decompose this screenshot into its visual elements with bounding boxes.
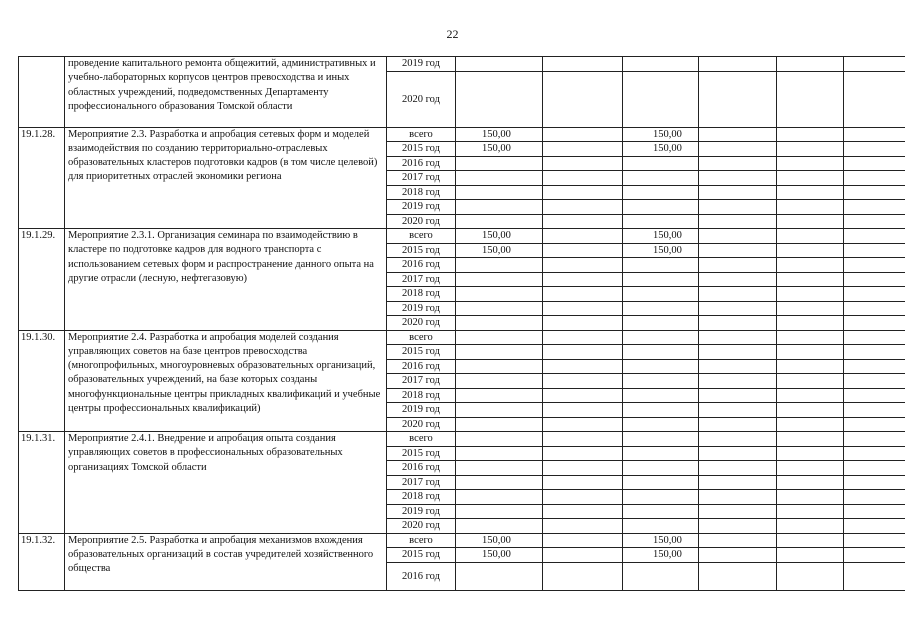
source-amount-cell [623,417,699,432]
empty-amount-cell [777,142,844,157]
source-amount-cell [623,330,699,345]
empty-amount-cell [699,156,777,171]
source-amount-cell [623,71,699,127]
source-amount-cell [623,519,699,534]
table-row [19,533,905,548]
year-label: 2015 год [387,345,456,360]
year-label: 2016 год [387,359,456,374]
total-amount-cell [456,504,543,519]
year-label: 2020 год [387,71,456,127]
total-amount-cell [456,403,543,418]
year-label: всего [387,127,456,142]
empty-amount-cell [777,287,844,302]
year-label: 2017 год [387,272,456,287]
source-amount-cell [623,57,699,72]
year-label: всего [387,229,456,244]
row-number: 19.1.29. [19,229,65,331]
year-label: всего [387,533,456,548]
empty-amount-cell [543,243,623,258]
empty-amount-cell [543,490,623,505]
empty-amount-cell [699,142,777,157]
measure-description: Мероприятие 2.4. Разработка и апробация моделей создания управляющих советов на базе центров превосходства (многопрофильных, многоуровневых образовательных организаций, образовательных учреждений, на базе которых созданы многофункциональные центры прикладных квалификаций и учебные центры профессиональных квалификаций) [65,330,387,432]
measure-description: проведение капитального ремонта общежитий, административных и учебно-лабораторных корпусов центров превосходства и иных областных учреждений, подведомственных Департаменту профессионального образования Томской области [65,57,387,128]
empty-amount-cell [777,258,844,273]
empty-amount-cell [543,374,623,389]
source-amount-cell [623,403,699,418]
source-amount-cell [623,258,699,273]
year-label: 2020 год [387,214,456,229]
empty-amount-cell [777,127,844,142]
year-label: 2018 год [387,287,456,302]
empty-amount-cell [543,142,623,157]
total-amount-cell [456,301,543,316]
empty-amount-cell [699,504,777,519]
source-amount-cell [623,185,699,200]
year-label: 2019 год [387,504,456,519]
total-amount-cell [456,57,543,72]
empty-amount-cell [543,156,623,171]
empty-amount-cell [543,200,623,215]
total-amount-cell [456,345,543,360]
total-amount-cell [456,519,543,534]
total-amount-cell: 150,00 [456,533,543,548]
source-amount-cell [623,490,699,505]
empty-amount-cell [699,345,777,360]
empty-amount-cell [543,475,623,490]
source-amount-cell: 150,00 [623,127,699,142]
empty-amount-cell [777,403,844,418]
year-label: 2016 год [387,562,456,590]
empty-amount-cell [699,316,777,331]
empty-amount-cell [543,214,623,229]
empty-amount-cell [543,171,623,186]
source-amount-cell [623,345,699,360]
row-number: 19.1.28. [19,127,65,229]
source-amount-cell [623,461,699,476]
empty-amount-cell [844,417,905,432]
empty-amount-cell [777,185,844,200]
empty-amount-cell [844,519,905,534]
empty-amount-cell [543,461,623,476]
empty-amount-cell [543,71,623,127]
empty-amount-cell [699,446,777,461]
total-amount-cell [456,359,543,374]
total-amount-cell: 150,00 [456,229,543,244]
source-amount-cell [623,475,699,490]
empty-amount-cell [699,417,777,432]
empty-amount-cell [844,446,905,461]
year-label: 2020 год [387,316,456,331]
empty-amount-cell [844,287,905,302]
total-amount-cell [456,475,543,490]
table-body [19,57,905,591]
total-amount-cell: 150,00 [456,243,543,258]
total-amount-cell [456,272,543,287]
total-amount-cell [456,432,543,447]
empty-amount-cell [844,403,905,418]
measure-description: Мероприятие 2.3. Разработка и апробация сетевых форм и моделей взаимодействия по созданию территориально-отраслевых образовательных кластеров подготовки кадров (в том числе целевой) для приоритетных отраслей экономики региона [65,127,387,229]
empty-amount-cell [699,374,777,389]
empty-amount-cell [844,185,905,200]
empty-amount-cell [699,127,777,142]
year-label: 2015 год [387,548,456,563]
empty-amount-cell [543,504,623,519]
empty-amount-cell [543,258,623,273]
empty-amount-cell [844,243,905,258]
empty-amount-cell [543,287,623,302]
total-amount-cell [456,316,543,331]
total-amount-cell [456,490,543,505]
total-amount-cell [456,446,543,461]
empty-amount-cell [844,562,905,590]
empty-amount-cell [844,142,905,157]
empty-amount-cell [777,316,844,331]
empty-amount-cell [777,432,844,447]
year-label: 2019 год [387,57,456,72]
total-amount-cell: 150,00 [456,142,543,157]
empty-amount-cell [777,562,844,590]
empty-amount-cell [699,301,777,316]
empty-amount-cell [543,417,623,432]
year-label: 2016 год [387,461,456,476]
total-amount-cell [456,287,543,302]
total-amount-cell [456,214,543,229]
year-label: всего [387,330,456,345]
table-row [19,57,905,72]
empty-amount-cell [844,301,905,316]
empty-amount-cell [844,432,905,447]
year-label: 2015 год [387,142,456,157]
total-amount-cell [456,171,543,186]
empty-amount-cell [699,214,777,229]
total-amount-cell [456,388,543,403]
empty-amount-cell [844,359,905,374]
empty-amount-cell [777,71,844,127]
empty-amount-cell [699,71,777,127]
empty-amount-cell [844,214,905,229]
empty-amount-cell [777,272,844,287]
row-number: 19.1.31. [19,432,65,534]
source-amount-cell: 150,00 [623,229,699,244]
empty-amount-cell [777,171,844,186]
empty-amount-cell [543,562,623,590]
source-amount-cell [623,359,699,374]
empty-amount-cell [699,548,777,563]
empty-amount-cell [844,490,905,505]
source-amount-cell [623,432,699,447]
empty-amount-cell [699,243,777,258]
empty-amount-cell [844,475,905,490]
empty-amount-cell [844,504,905,519]
source-amount-cell [623,374,699,389]
empty-amount-cell [777,519,844,534]
empty-amount-cell [844,127,905,142]
table-row [19,229,905,244]
measure-description: Мероприятие 2.5. Разработка и апробация механизмов вхождения образовательных организаций в состав учредителей хозяйственного общества [65,533,387,590]
empty-amount-cell [844,57,905,72]
table-row [19,127,905,142]
empty-amount-cell [543,272,623,287]
empty-amount-cell [777,388,844,403]
year-label: 2019 год [387,200,456,215]
year-label: 2019 год [387,403,456,418]
empty-amount-cell [699,171,777,186]
empty-amount-cell [777,156,844,171]
source-amount-cell [623,200,699,215]
empty-amount-cell [777,345,844,360]
total-amount-cell [456,71,543,127]
empty-amount-cell [777,490,844,505]
empty-amount-cell [699,359,777,374]
empty-amount-cell [844,171,905,186]
empty-amount-cell [699,258,777,273]
empty-amount-cell [543,432,623,447]
page-number: 22 [446,27,459,41]
empty-amount-cell [777,461,844,476]
empty-amount-cell [699,287,777,302]
source-amount-cell [623,562,699,590]
empty-amount-cell [844,461,905,476]
empty-amount-cell [844,533,905,548]
empty-amount-cell [699,519,777,534]
empty-amount-cell [844,200,905,215]
empty-amount-cell [699,272,777,287]
row-number: 19.1.30. [19,330,65,432]
empty-amount-cell [844,316,905,331]
total-amount-cell [456,562,543,590]
year-label: 2016 год [387,156,456,171]
source-amount-cell [623,504,699,519]
year-label: 2018 год [387,490,456,505]
empty-amount-cell [777,548,844,563]
total-amount-cell [456,330,543,345]
source-amount-cell: 150,00 [623,548,699,563]
empty-amount-cell [777,214,844,229]
empty-amount-cell [844,345,905,360]
source-amount-cell [623,301,699,316]
empty-amount-cell [777,533,844,548]
empty-amount-cell [777,200,844,215]
empty-amount-cell [699,57,777,72]
year-label: 2017 год [387,475,456,490]
empty-amount-cell [699,533,777,548]
empty-amount-cell [844,229,905,244]
empty-amount-cell [844,71,905,127]
total-amount-cell: 150,00 [456,127,543,142]
year-label: 2015 год [387,243,456,258]
empty-amount-cell [844,374,905,389]
empty-amount-cell [777,330,844,345]
empty-amount-cell [777,446,844,461]
source-amount-cell: 150,00 [623,533,699,548]
empty-amount-cell [543,229,623,244]
year-label: 2020 год [387,417,456,432]
empty-amount-cell [777,504,844,519]
total-amount-cell [456,156,543,171]
year-label: 2019 год [387,301,456,316]
empty-amount-cell [844,272,905,287]
year-label: 2015 год [387,446,456,461]
measure-description: Мероприятие 2.4.1. Внедрение и апробация опыта создания управляющих советов в профессиональных образовательных организациях Томской области [65,432,387,534]
empty-amount-cell [844,388,905,403]
year-label: 2020 год [387,519,456,534]
total-amount-cell [456,417,543,432]
empty-amount-cell [777,57,844,72]
empty-amount-cell [844,330,905,345]
empty-amount-cell [777,243,844,258]
empty-amount-cell [543,57,623,72]
row-number: 19.1.32. [19,533,65,590]
empty-amount-cell [543,185,623,200]
source-amount-cell [623,156,699,171]
empty-amount-cell [844,548,905,563]
year-label: 2018 год [387,388,456,403]
total-amount-cell [456,461,543,476]
empty-amount-cell [699,562,777,590]
source-amount-cell: 150,00 [623,142,699,157]
empty-amount-cell [777,359,844,374]
empty-amount-cell [699,475,777,490]
measure-description: Мероприятие 2.3.1. Организация семинара по взаимодействию в кластере по подготовке кадров для водного транспорта с использованием сетевых форм и распространение данного опыта на другие отрасли (лесную, нефтегазовую) [65,229,387,331]
total-amount-cell [456,185,543,200]
budget-table [18,56,905,591]
empty-amount-cell [699,490,777,505]
empty-amount-cell [777,229,844,244]
empty-amount-cell [543,548,623,563]
empty-amount-cell [543,345,623,360]
source-amount-cell: 150,00 [623,243,699,258]
year-label: всего [387,432,456,447]
empty-amount-cell [543,446,623,461]
empty-amount-cell [543,519,623,534]
source-amount-cell [623,446,699,461]
total-amount-cell: 150,00 [456,548,543,563]
empty-amount-cell [543,533,623,548]
empty-amount-cell [543,359,623,374]
total-amount-cell [456,200,543,215]
total-amount-cell [456,258,543,273]
source-amount-cell [623,388,699,403]
empty-amount-cell [543,388,623,403]
empty-amount-cell [777,301,844,316]
empty-amount-cell [699,461,777,476]
empty-amount-cell [543,403,623,418]
source-amount-cell [623,214,699,229]
empty-amount-cell [777,417,844,432]
year-label: 2017 год [387,374,456,389]
empty-amount-cell [844,156,905,171]
empty-amount-cell [699,229,777,244]
empty-amount-cell [543,301,623,316]
row-number [19,57,65,128]
source-amount-cell [623,287,699,302]
empty-amount-cell [777,374,844,389]
empty-amount-cell [699,200,777,215]
year-label: 2017 год [387,171,456,186]
empty-amount-cell [699,388,777,403]
source-amount-cell [623,316,699,331]
total-amount-cell [456,374,543,389]
table-row [19,432,905,447]
empty-amount-cell [543,316,623,331]
empty-amount-cell [543,127,623,142]
empty-amount-cell [777,475,844,490]
year-label: 2016 год [387,258,456,273]
empty-amount-cell [543,330,623,345]
empty-amount-cell [844,258,905,273]
source-amount-cell [623,171,699,186]
empty-amount-cell [699,330,777,345]
empty-amount-cell [699,432,777,447]
empty-amount-cell [699,403,777,418]
empty-amount-cell [699,185,777,200]
year-label: 2018 год [387,185,456,200]
source-amount-cell [623,272,699,287]
table-row [19,330,905,345]
